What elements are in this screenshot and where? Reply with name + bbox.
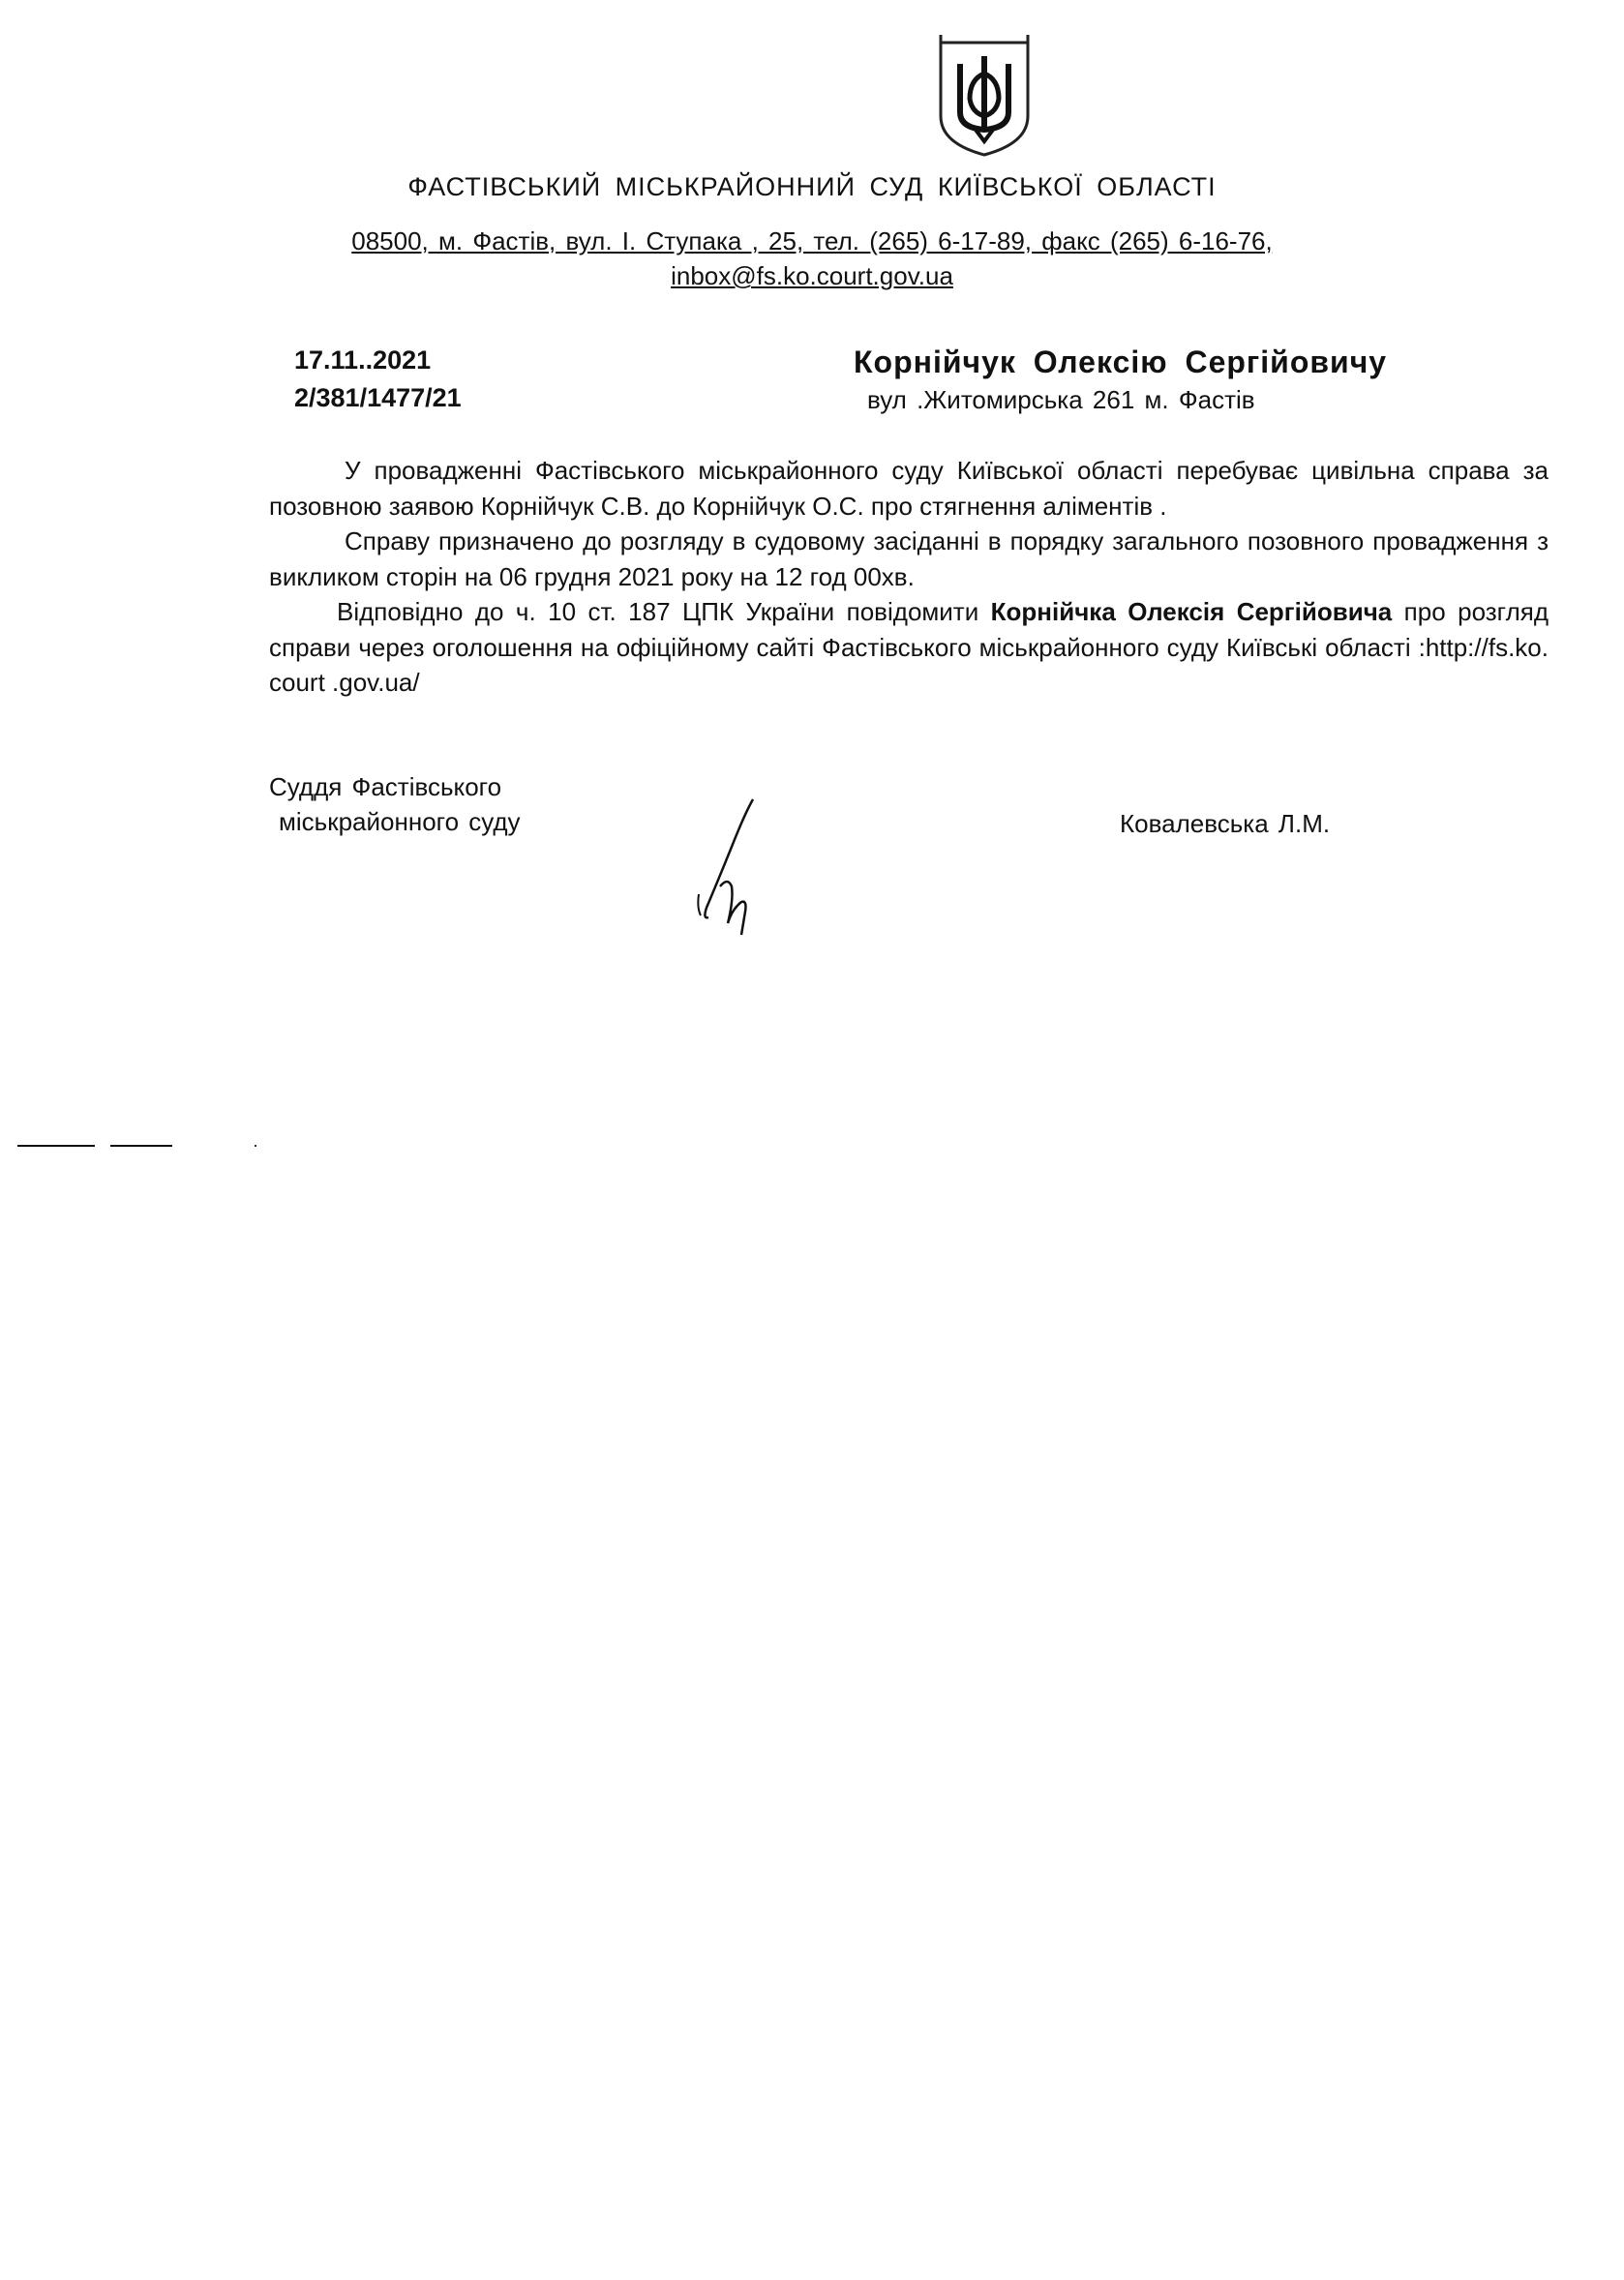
handwritten-signature xyxy=(677,794,784,939)
notice-defendant-name: Корнійчка Олексія Сергійовича xyxy=(990,597,1393,626)
paragraph-case-info: У провадженні Фастівського міськрайонного суду Київської області перебуває цивільна справа за позовною заявою Корнійчук С.В. до Корнійчук О.С. про стягнення аліментів . xyxy=(269,456,1549,521)
document-date: 17.11..2021 xyxy=(294,345,432,375)
coat-of-arms-icon xyxy=(931,35,1038,159)
judge-position-line1: Суддя Фастівського xyxy=(269,772,502,801)
recipient-name: Корнійчук Олексію Сергійовичу xyxy=(854,345,1388,379)
court-name: ФАСТІВСЬКИЙ МІСЬКРАЙОННИЙ СУД КИЇВСЬКОЇ ОБЛАСТІ xyxy=(407,172,1217,201)
case-number: 2/381/1477/21 xyxy=(294,383,462,412)
scan-artifact-line xyxy=(17,1142,269,1150)
court-address: 08500, м. Фастів, вул. І. Ступака , 25, тел. (265) 6-17-89, факс (265) 6-16-76, xyxy=(351,226,1273,255)
recipient-address: вул .Житомирська 261 м. Фастів xyxy=(867,385,1255,414)
judge-name: Ковалевська Л.М. xyxy=(1120,809,1331,838)
notice-text-start: Відповідно до ч. 10 ст. 187 ЦПК України повідомити xyxy=(337,597,991,626)
letter-body xyxy=(269,453,1549,701)
paragraph-hearing: Справу призначено до розгляду в судовому засіданні в порядку загального позовного провадження з викликом сторін на 06 грудня 2021 року на 12 год 00хв. xyxy=(269,526,1549,591)
court-email: inbox@fs.ko.court.gov.ua xyxy=(671,261,953,290)
judge-position-line2: міськрайонного суду xyxy=(279,807,521,836)
notice-text-end: про розгляд справи через оголошення на офіційному сайті Фастівського міськрайонного суду Київські області :http://fs.ko. court .gov.ua/ xyxy=(269,597,1549,697)
paragraph-notice xyxy=(269,594,1549,701)
